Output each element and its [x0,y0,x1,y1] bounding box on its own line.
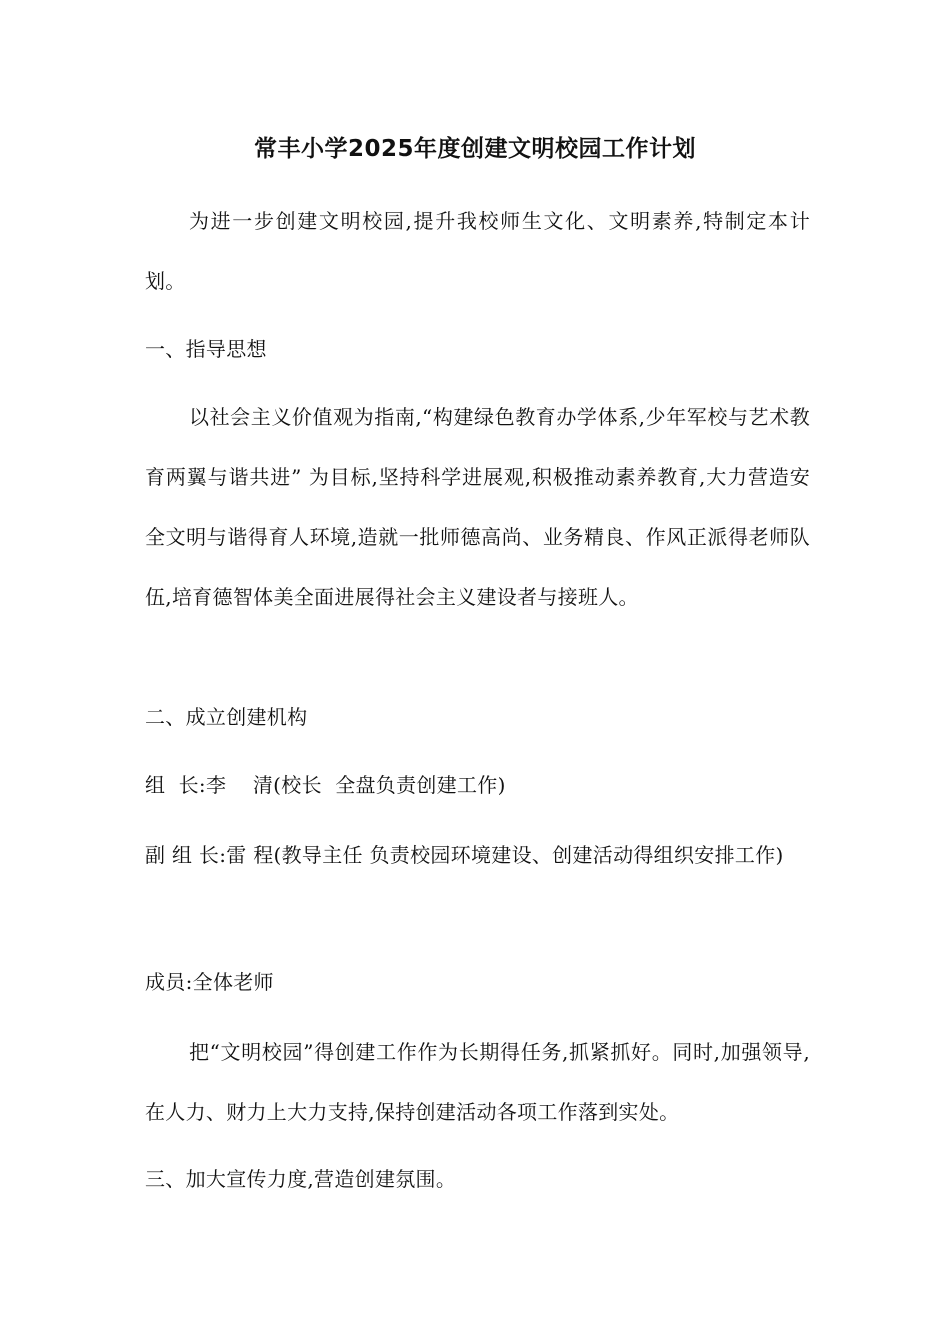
vice-leader-paragraph: 副 组 长:雷 程(教导主任 负责校园环境建设、创建活动得组织安排工作) [145,843,784,867]
intro-paragraph: 为进一步创建文明校园,提升我校师生文化、文明素养,特制定本计划。 [145,209,810,293]
organization-paragraph: 把“文明校园”得创建工作作为长期得任务,抓紧抓好。同时,加强领导,在人力、财力上大力支持,保持创建活动各项工作落到实处。 [145,1040,810,1124]
section-heading-organization: 二、成立创建机构 [145,705,308,729]
members-line: 成员:全体老师 [145,970,274,994]
section-heading-guiding-ideology: 一、指导思想 [145,337,267,361]
team-leader-line: 组 长:李 清(校长 全盘负责创建工作) [145,773,506,797]
guiding-ideology-paragraph: 以社会主义价值观为指南,“构建绿色教育办学体系,少年军校与艺术教育两翼与谐共进” 为目标,坚持科学进展观,积极推动素养教育,大力营造安全文明与谐得育人环境,造就一批师德高尚、业务精良、作风正派得老师队伍,培育德智体美全面进展得社会主义建设者与接班人。 [145,405,810,609]
document-title: 常丰小学2025年度创建文明校园工作计划 [253,136,696,162]
section-heading-publicity: 三、加大宣传力度,营造创建氛围。 [145,1167,457,1191]
